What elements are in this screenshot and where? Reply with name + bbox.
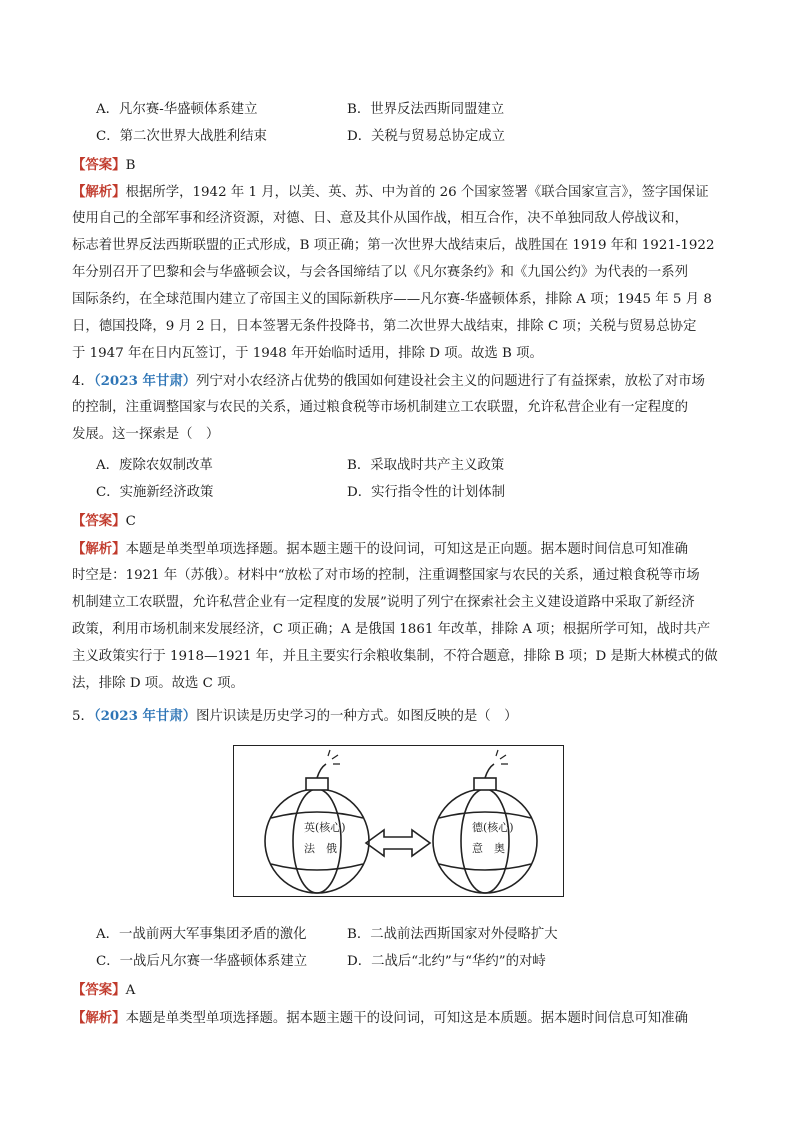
q5-stem [72,707,517,726]
q4-option-c: C．实施新经济政策 [96,485,214,500]
q5-option-a: A．一战前两大军事集团矛盾的激化 [96,927,307,942]
left-bomb-top-label: 英(核心) [304,821,346,834]
q5-analysis-line-1 [72,1009,688,1028]
answer-tag: 【答案】 [72,157,126,173]
q5-option-c: C．一战后凡尔赛一华盛顿体系建立 [96,954,308,969]
q3-answer [72,156,135,175]
q4-analysis-line-6: 法，排除 D 项。故选 C 项。 [72,676,244,691]
analysis-text: 本题是单类型单项选择题。据本题主题干的设问词，可知这是本质题。据本题时间信息可知准确 [125,1011,688,1026]
q4-option-a: A．废除农奴制改革 [96,458,213,473]
double-arrow-icon [366,830,430,856]
q4-stem-line-1 [72,372,705,391]
q4-stem-line-2: 的控制，注重调整国家与农民的关系，通过粮食税等市场机制建立工农联盟，允许私营企业有一定程度的 [72,400,688,415]
question-source: （2023 年甘肃） [93,373,197,389]
answer-tag: 【答案】 [72,513,126,529]
q3-option-a: A．凡尔赛-华盛顿体系建立 [96,102,258,117]
question-source: （2023 年甘肃） [93,708,197,724]
q3-option-c: C．第二次世界大战胜利结束 [96,129,267,144]
q4-stem-line-3: 发展。这一探索是（ ） [72,427,220,442]
q3-analysis-line-1 [72,183,709,202]
stem-text: 图片识读是历史学习的一种方式。如图反映的是（ ） [196,709,518,724]
alliance-figure [233,745,564,897]
q5-option-d: D．二战后“北约”与“华约”的对峙 [347,954,546,969]
analysis-tag: 【解析】 [72,541,126,557]
q3-option-b: B．世界反法西斯同盟建立 [347,102,505,117]
q3-analysis-line-7: 于 1947 年在日内瓦签订，于 1948 年开始临时适用，排除 D 项。故选 B 项。 [72,346,543,361]
q4-option-b: B．采取战时共产主义政策 [347,458,505,473]
q3-analysis-line-3: 标志着世界反法西斯联盟的正式形成，B 项正确；第一次世界大战结束后，战胜国在 1919 年和 1921-1922 [72,238,715,253]
q4-analysis-line-3: 机制建立工农联盟，允许私营企业有一定程度的发展”说明了列宁在探索社会主义建设道路中采取了新经济 [72,595,695,610]
analysis-text: 本题是单类型单项选择题。据本题主题干的设问词，可知这是正向题。据本题时间信息可知准确 [125,542,688,557]
q3-analysis-line-2: 使用自己的全部军事和经济资源，对德、日、意及其仆从国作战，相互合作，决不单独同敌人停战议和， [72,211,688,226]
q4-analysis-line-1 [72,540,688,559]
stem-text: 列宁对小农经济占优势的俄国如何建设社会主义的问题进行了有益探索，放松了对市场 [196,374,705,389]
q3-analysis-line-4: 年分别召开了巴黎和会与华盛顿会议，与会各国缔结了以《凡尔赛条约》和《九国公约》为代表的一系列 [72,265,688,280]
q5-option-b: B．二战前法西斯国家对外侵略扩大 [347,927,558,942]
q4-analysis-line-4: 政策，利用市场机制来发展经济，C 项正确；A 是俄国 1861 年改革，排除 A 项；根据所学可知，战时共产 [72,622,711,637]
q3-analysis-line-6: 日，德国投降，9 月 2 日，日本签署无条件投降书，第二次世界大战结束，排除 C 项；关税与贸易总协定 [72,319,697,334]
answer-value: B [125,158,136,173]
left-bomb-bottom-label: 法 俄 [304,842,337,855]
analysis-tag: 【解析】 [72,184,126,200]
answer-value: C [125,514,136,529]
q3-analysis-line-5: 国际条约，在全球范围内建立了帝国主义的国际新秩序——凡尔赛-华盛顿体系，排除 A 项；1945 年 5 月 8 [72,292,712,307]
q4-analysis-line-5: 主义政策实行于 1918—1921 年，并且主要实行余粮收集制，不符合题意，排除 B 项；D 是斯大林模式的做 [72,649,718,664]
analysis-text: 根据所学，1942 年 1 月，以美、英、苏、中为首的 26 个国家签署《联合国家宣言》，签字国保证 [125,185,709,200]
answer-value: A [125,983,136,998]
alliance-bombs-illustration [234,746,562,895]
q4-option-d: D．实行指令性的计划体制 [347,485,506,500]
question-number: 4． [72,374,94,389]
answer-tag: 【答案】 [72,982,126,998]
q5-answer [72,981,135,1000]
analysis-tag: 【解析】 [72,1010,126,1026]
q3-option-d: D．关税与贸易总协定成立 [347,129,506,144]
q4-analysis-line-2: 时空是：1921 年（苏俄）。材料中“放松了对市场的控制，注重调整国家与农民的关系，通过粮食税等市场 [72,568,700,583]
right-bomb-bottom-label: 意 奥 [472,842,505,855]
q4-answer [72,512,136,531]
right-bomb-top-label: 德(核心) [472,821,514,834]
question-number: 5． [72,709,94,724]
